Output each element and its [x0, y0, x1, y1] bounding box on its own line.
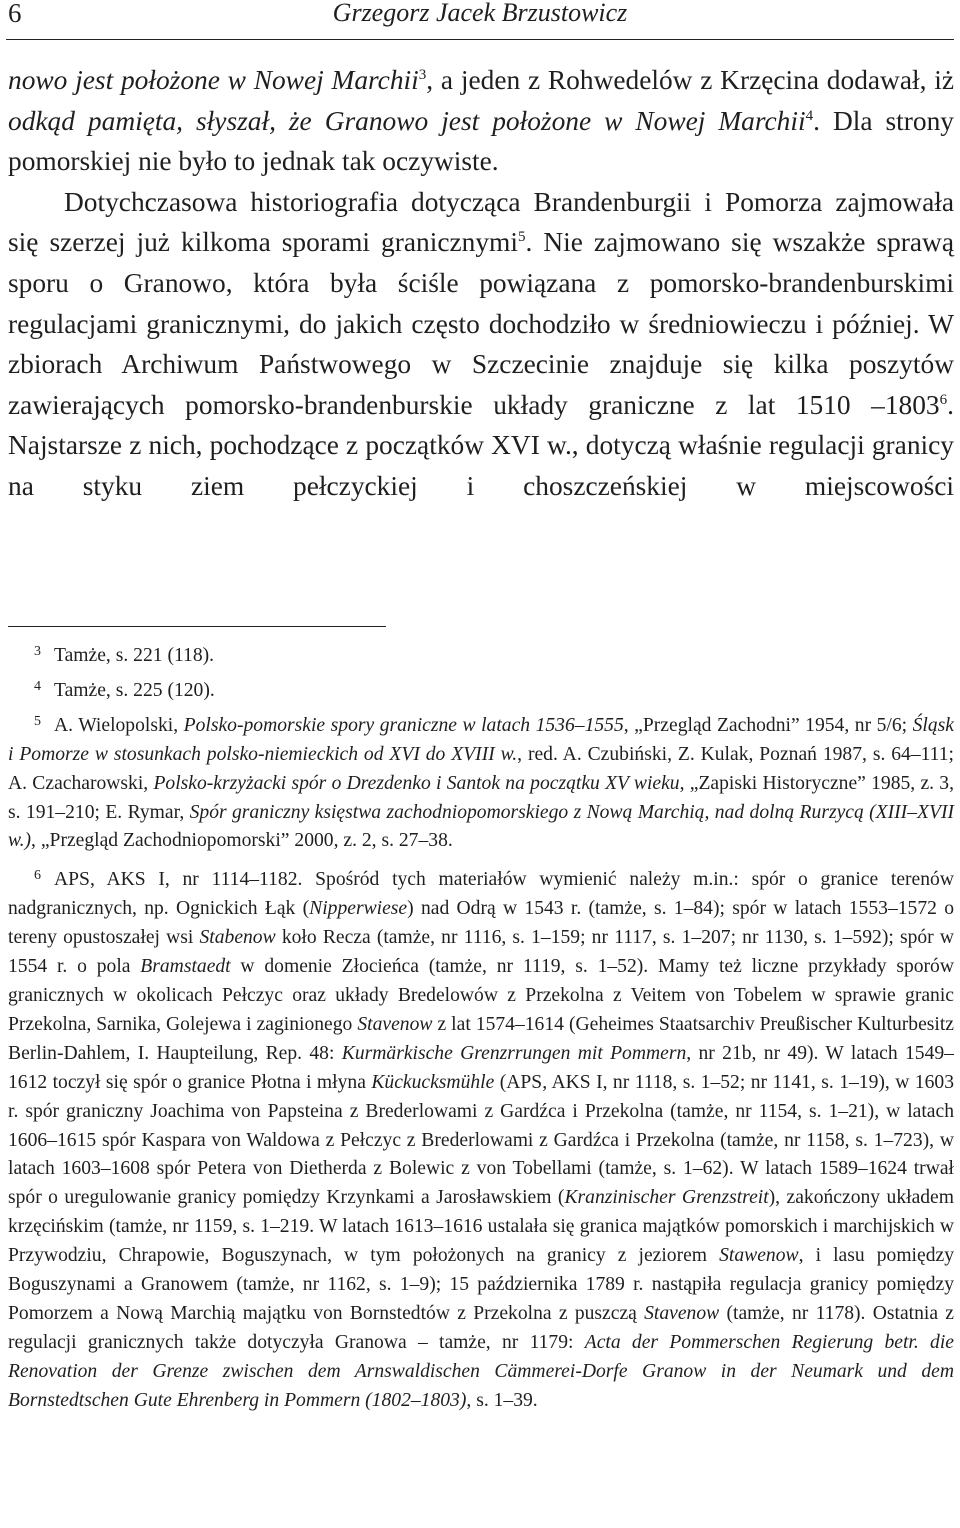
- text-span: APS, AKS I, nr 1114–1182. Spośród tych materiałów wymienić należy m.in.: spór o granice terenów nadgranicznych, np. Ognickich Łąk (: [8, 869, 954, 920]
- text-span: . Najstarsze z nich, pochodzące z początków XVI w., dotyczą właśnie regulacji granicy na styku ziem pełczyckiej i choszczeńskiej w miejscowości: [8, 389, 954, 501]
- italic-title: Acta der Pommerschen Regierung betr. die Renovation der Grenze zwischen dem Arnswaldischen Cämmerei-Dorfe Granow in der Neumark und dem Bornstedtschen Gute Ehrenberg in Pommern (1802–1803): [8, 1331, 954, 1411]
- text-span: A. Wielopolski,: [54, 714, 184, 736]
- italic-title: Polsko-krzyżacki spór o Drezdenko i Santok na początku XV wieku: [153, 772, 680, 794]
- italic-name: Stawenow: [719, 1245, 799, 1267]
- running-title: Grzegorz Jacek Brzustowicz: [332, 0, 628, 27]
- text-span: Dotychczasowa historiografia dotycząca Brandenburgii i Pomorza zajmowała się szerzej już kilkoma sporami granicznymi: [8, 186, 954, 258]
- text-span: koło Recza (tamże, nr 1116, s. 1–159; nr 1117, s. 1–207; nr 1130, s. 1–592); spór w 1554 r. o pola: [8, 927, 954, 978]
- footnote-ref-6[interactable]: 6: [939, 391, 948, 408]
- italic-name: Stabenow: [199, 927, 276, 949]
- footnote-5: 5 A. Wielopolski, Polsko-pomorskie spory graniczne w latach 1536–1555, „Przegląd Zachodni” 1954, nr 5/6; Śląsk i Pomorze w stosunkach polsko-niemieckich od XVI do XVIII w., red. A. Czubiński, Z. Kulak, Poznań 1987, s. 64–111; A. Czacharowski, Polsko-krzyżacki spór o Drezdenko i Santok na początku XV wieku, „Zapiski Historyczne” 1985, z. 3, s. 191–210; E. Rymar, Spór graniczny księstwa zachodniopomorskiego z Nową Marchią, nad dolną Rurzycą (XIII–XVII w.), „Przegląd Zachodniopomorski” 2000, z. 2, s. 27–38.: [8, 713, 954, 852]
- text-span: , a jeden z Rohwedelów z Krzęcina dodawał, iż: [426, 65, 955, 95]
- footnotes: [8, 642, 954, 1416]
- text-span: . Dla strony pomorskiej nie było to jednak tak oczywiste.: [8, 105, 954, 177]
- text-span: , nr 21b, nr 49). W latach 1549–1612 toczył się spór o granice Płotna i młyna: [8, 1042, 954, 1093]
- text-span: , red. A. Czubiński, Z. Kulak, Poznań 1987, s. 64–111; A. Czacharowski,: [8, 743, 954, 794]
- footnote-separator: [8, 626, 386, 627]
- footnote-ref-3[interactable]: 3: [418, 67, 427, 84]
- page-number: 6: [8, 0, 22, 28]
- italic-quote: nowo jest położone w Nowej Marchii: [8, 65, 419, 95]
- italic-name: Stavenow: [644, 1302, 720, 1324]
- page-header: [0, 0, 960, 40]
- text-span: , i lasu pomiędzy Boguszynami a Granowem (tamże, nr 1162, s. 1–9); 15 października 1789 r. nastąpiła regulacja granicy pomiędzy Pomorzem a Nową Marchią majątku von Bornstedtów z Przekolna z puszczą: [8, 1245, 954, 1324]
- footnote-ref-4[interactable]: 4: [805, 107, 814, 124]
- footnote-6: 6 APS, AKS I, nr 1114–1182. Spośród tych materiałów wymienić należy m.in.: spór o granice terenów nadgranicznych, np. Ognickich Łąk (Nipperwiese) nad Odrą w 1543 r. (tamże, s. 1–84); spór w latach 1553–1572 o tereny opustoszałej wsi Stabenow koło Recza (tamże, nr 1116, s. 1–159; nr 1117, s. 1–207; nr 1130, s. 1–592); spór w 1554 r. o pola Bramstaedt w domenie Złocieńca (tamże, nr 1119, s. 1–52). Mamy też liczne przykłady sporów granicznych w okolicach Pełczyc oraz układy Bredelowów z Przekolna z Veitem von Tobelem w sprawie granic Przekolna, Sarnika, Golejewa i zaginionego Stavenow z lat 1574–1614 (Geheimes Staatsarchiv Preußischer Kulturbesitz Berlin-Dahlem, I. Haupteilung, Rep. 48: Kurmärkische Grenzrrungen mit Pommern, nr 21b, nr 49). W latach 1549–1612 toczył się spór o granice Płotna i młyna Kückucksmühle (APS, AKS I, nr 1118, s. 1–52; nr 1141, s. 1–19), w 1603 r. spór graniczny Joachima von Papsteina z Brederlowami z Gardźca i Przekolna (tamże, nr 1154, s. 1–21), w latach 1606–1615 spór Kaspara von Waldowa z Pełczyc z Brederlowami z Gardźca i Przekolna (tamże, nr 1158, s. 1–723), w latach 1603–1608 spór Petera von Dietherda z Bolewic z von Tobellami (tamże, s. 1–62). W latach 1589–1624 trwał spór o uregulowanie granicy pomiędzy Krzynkami a Jarosławskiem (Kranzinischer Grenzstreit), zakończony układem krzęcińskim (tamże, nr 1159, s. 1–219. W latach 1613–1616 ustalała się granica majątków pomorskich i marchijskich w Przywodziu, Chrapowie, Boguszynach, w tym położonych na granicy z jeziorem Stawenow, i lasu pomiędzy Boguszynami a Granowem (tamże, nr 1162, s. 1–9); 15 października 1789 r. nastąpiła regulacja granicy pomiędzy Pomorzem a Nową Marchią majątku von Bornstedtów z Przekolna z puszczą Stavenow (tamże, nr 1178). Ostatnia z regulacji granicznych także dotyczyła Granowa – tamże, nr 1179: Acta der Pommerschen Regierung betr. die Renovation der Grenze zwischen dem Arnswaldischen Cämmerei-Dorfe Granow in der Neumark und dem Bornstedtschen Gute Ehrenberg in Pommern (1802–1803), s. 1–39.: [8, 868, 955, 1411]
- italic-name: Kückucksmühle: [371, 1071, 495, 1093]
- paragraph-1: [8, 60, 954, 182]
- footnote-text: Tamże, s. 221 (118).: [54, 645, 215, 666]
- text-span: , „Zapiski Historyczne” 1985, z. 3, s. 191–210; E. Rymar,: [8, 772, 954, 823]
- footnote-ref-5[interactable]: 5: [517, 229, 526, 246]
- text-span: . Nie zajmowano się wszakże sprawą sporu o Granowo, która była ściśle powiązana z pomorsko-brandenburskimi regulacjami granicznymi, do jakich często dochodziło w średniowieczu i później. W zbiorach Archiwum Państwowego w Szczecinie znajduje się kilka poszytów zawierających pomorsko-brandenburskie układy graniczne z lat 1510 –1803: [8, 227, 954, 420]
- text-span: , s. 1–39.: [466, 1389, 538, 1411]
- text-span: ) nad Odrą w 1543 r. (tamże, s. 1–84); spór w latach 1553–1572 o tereny opustoszałej wsi: [8, 898, 955, 949]
- footnote-3: 3 Tamże, s. 221 (118).: [34, 644, 215, 666]
- italic-quote: odkąd pamięta, słyszał, że Granowo jest położone w Nowej Marchii: [8, 105, 806, 136]
- footnote-4: 4 Tamże, s. 225 (120).: [34, 678, 215, 701]
- italic-title: Spór graniczny księstwa zachodniopomorskiego z Nową Marchią, nad dolną Rurzycą (XIII–XVII w.): [8, 801, 954, 852]
- italic-name: Kranzinischer Grenzstreit: [564, 1187, 769, 1209]
- text-span: w domenie Złocieńca (tamże, nr 1119, s. 1–52). Mamy też liczne przykłady sporów granicznych w okolicach Pełczyc oraz układy Bredelowów z Przekolna z Veitem von Tobelem w sprawie granic Przekolna, Sarnika, Golejewa i zaginionego: [8, 956, 955, 1035]
- italic-name: Nipperwiese: [309, 898, 408, 920]
- text-span: ), zakończony układem krzęcińskim (tamże, nr 1159, s. 1–219. W latach 1613–1616 ustalała się granica majątków pomorskich i marchijskich w Przywodziu, Chrapowie, Boguszynach, w tym położonych na granicy z jeziorem: [8, 1187, 954, 1267]
- italic-title: Śląsk i Pomorze w stosunkach polsko-niemieckich od XVI do XVIII w.: [8, 714, 954, 765]
- main-text: [8, 60, 954, 507]
- text-span: (APS, AKS I, nr 1118, s. 1–52; nr 1141, s. 1–19), w 1603 r. spór graniczny Joachima von Papsteina z Brederlowami z Gardźca i Przekolna (tamże, nr 1154, s. 1–21), w latach 1606–1615 spór Kaspara von Waldowa z Pełczyc z Brederlowami z Gardźca i Przekolna (tamże, nr 1158, s. 1–723), w latach 1603–1608 spór Petera von Dietherda z Bolewic z von Tobellami (tamże, s. 1–62). W latach 1589–1624 trwał spór o uregulowanie granicy pomiędzy Krzynkami a Jarosławskiem (: [8, 1071, 954, 1209]
- italic-title: Polsko-pomorskie spory graniczne w latach 1536–1555: [183, 714, 624, 736]
- header-rule: [6, 39, 954, 40]
- text-span: , „Przegląd Zachodni” 1954, nr 5/6;: [623, 714, 913, 736]
- text-span: , „Przegląd Zachodniopomorski” 2000, z. 2, s. 27–38.: [31, 830, 453, 852]
- italic-name: Bramstaedt: [140, 956, 231, 978]
- text-span: z lat 1574–1614 (Geheimes Staatsarchiv Preußischer Kulturbesitz Berlin-Dahlem, I. Haupteilung, Rep. 48:: [8, 1013, 955, 1064]
- footnote-text: Tamże, s. 225 (120).: [54, 679, 215, 701]
- italic-name: Kurmärkische Grenzrrungen mit Pommern: [341, 1042, 687, 1064]
- text-span: (tamże, nr 1178). Ostatnia z regulacji granicznych także dotyczyła Granowa – tamże, nr 1179:: [8, 1302, 955, 1353]
- italic-name: Stavenow: [357, 1013, 433, 1035]
- paragraph-2: [8, 182, 954, 507]
